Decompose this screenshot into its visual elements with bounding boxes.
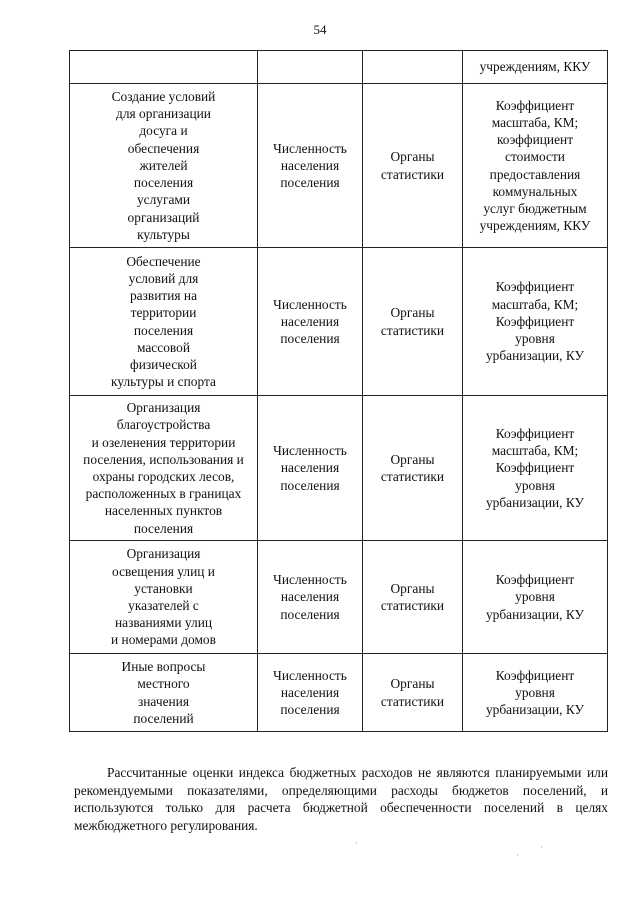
indicator-cell bbox=[258, 51, 363, 84]
function-cell: Иные вопросы местного значения поселений bbox=[70, 654, 258, 732]
function-cell bbox=[70, 51, 258, 84]
indicator-cell: Численность населения поселения bbox=[258, 396, 363, 541]
indicator-cell: Численность населения поселения bbox=[258, 248, 363, 396]
page-number: 54 bbox=[313, 22, 327, 37]
scan-speck: · bbox=[355, 838, 358, 848]
table-row bbox=[70, 541, 608, 654]
coefficients-cell: учреждениям, ККУ bbox=[463, 51, 608, 84]
source-cell: Органы статистики bbox=[363, 248, 463, 396]
indicator-cell: Численность населения поселения bbox=[258, 654, 363, 732]
coefficients-cell: Коэффициент уровня урбанизации, КУ bbox=[463, 541, 608, 654]
source-cell: Органы статистики bbox=[363, 654, 463, 732]
footnote-paragraph: Рассчитанные оценки индекса бюджетных расходов не являются планируемыми или рекомендуемыми показателями, определяющими расходы бюджетов поселений, и используются только для расчета бюджетной обеспеченности поселений в целях межбюджетного регулирования. bbox=[74, 765, 608, 833]
table-row bbox=[70, 84, 608, 248]
coefficients-cell: Коэффициент масштаба, КМ; Коэффициент уровня урбанизации, КУ bbox=[463, 248, 608, 396]
source-cell: Органы статистики bbox=[363, 396, 463, 541]
scan-speck: · bbox=[516, 850, 519, 860]
coefficients-cell: Коэффициент масштаба, КМ; Коэффициент уровня урбанизации, КУ bbox=[463, 396, 608, 541]
table-row bbox=[70, 654, 608, 732]
coefficients-cell: Коэффициент масштаба, КМ; коэффициент стоимости предоставления коммунальных услуг бюджетным учреждениям, ККУ bbox=[463, 84, 608, 248]
coefficients-cell: Коэффициент уровня урбанизации, КУ bbox=[463, 654, 608, 732]
indicator-cell: Численность населения поселения bbox=[258, 84, 363, 248]
function-cell: Организация освещения улиц и установки указателей с названиями улиц и номерами домов bbox=[70, 541, 258, 654]
source-cell: Органы статистики bbox=[363, 84, 463, 248]
function-cell: Создание условий для организации досуга и обеспечения жителей поселения услугами организаций культуры bbox=[70, 84, 258, 248]
function-cell: Организация благоустройства и озеленения территории поселения, использования и охраны городских лесов, расположенных в границах населенных пунктов поселения bbox=[70, 396, 258, 541]
source-cell: Органы статистики bbox=[363, 541, 463, 654]
table-row bbox=[70, 248, 608, 396]
expenditure-table bbox=[69, 50, 608, 732]
indicator-cell: Численность населения поселения bbox=[258, 541, 363, 654]
scan-speck: · bbox=[540, 842, 543, 852]
table-row bbox=[70, 51, 608, 84]
function-cell: Обеспечение условий для развития на территории поселения массовой физической культуры и спорта bbox=[70, 248, 258, 396]
source-cell bbox=[363, 51, 463, 84]
table-row bbox=[70, 396, 608, 541]
